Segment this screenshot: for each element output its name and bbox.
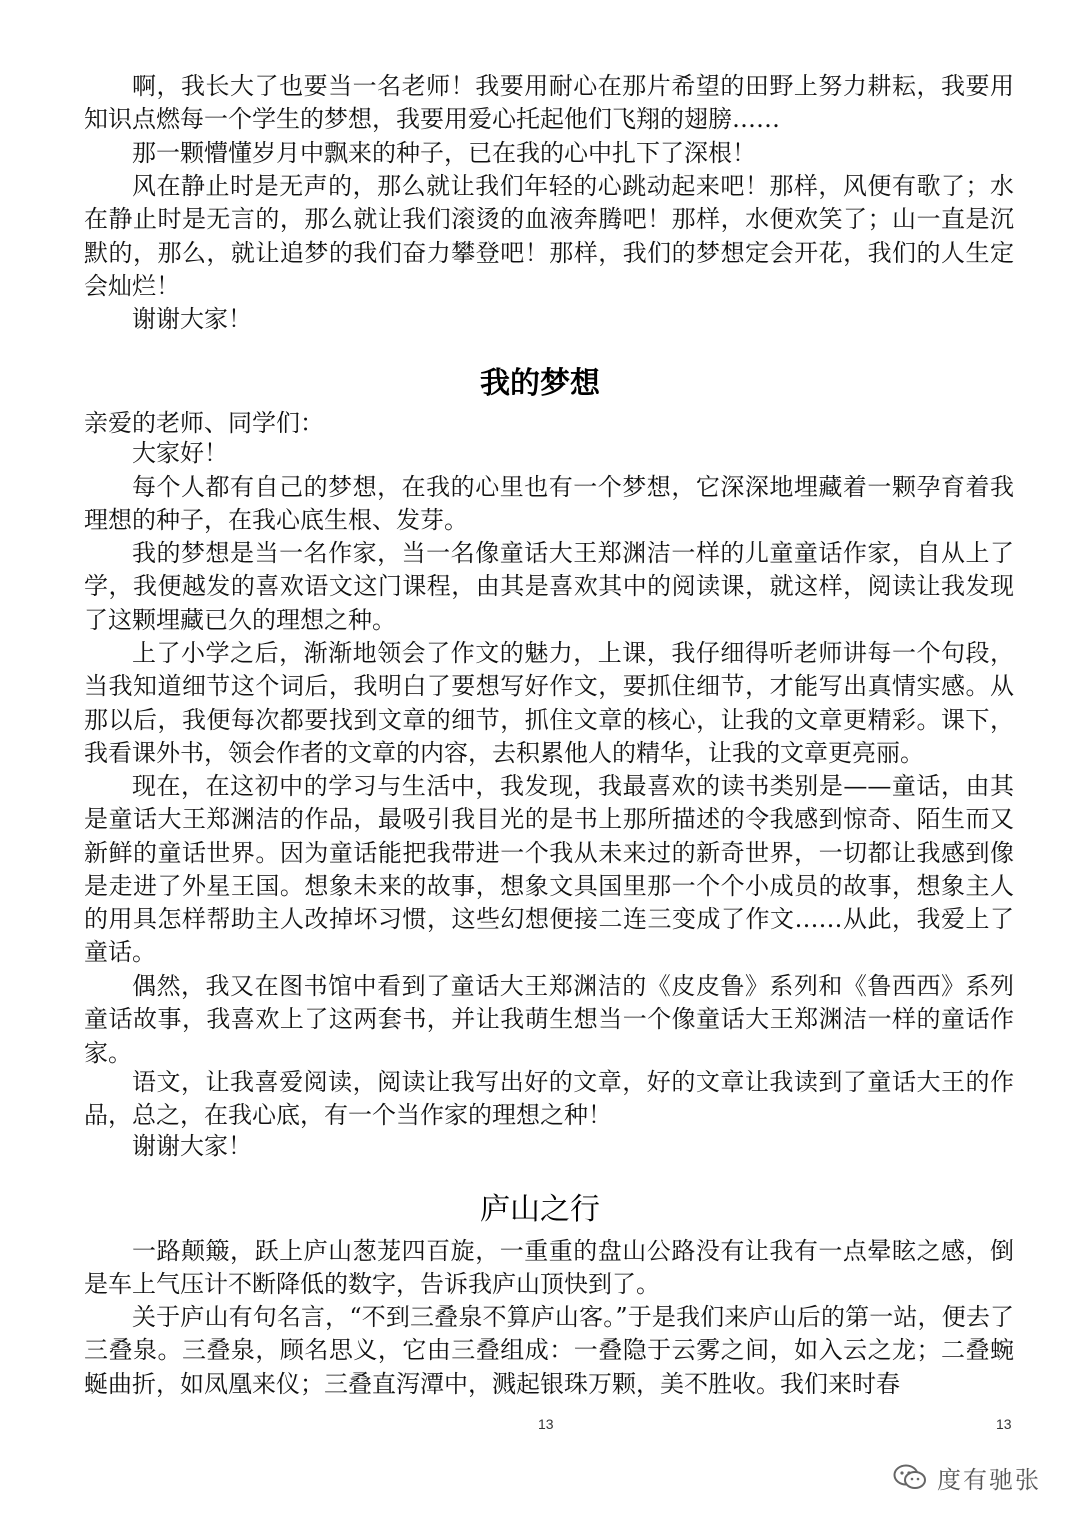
paragraph: 那一颗懵懂岁月中飘来的种子，已在我的心中扎下了深根！	[132, 139, 756, 167]
paragraph: 上了小学之后，渐渐地领会了作文的魅力，上课，我仔细得听老师讲每一个句段，当我知道细节这个词后，我明白了要想写好作文，要抓住细节，才能写出真情实感。从那以后，我便每次都要找到文章的细节，抓住文章的核心，让我的文章更精彩。课下，我看课外书，领会作者的文章的内容，去积累他人的精华，让我的文章更亮丽。	[84, 639, 1014, 767]
paragraph: 语文，让我喜爱阅读，阅读让我写出好的文章，好的文章让我读到了童话大王的作品，总之，在我心底，有一个当作家的理想之种！	[84, 1068, 1014, 1130]
section-title: 庐山之行	[480, 1192, 600, 1227]
paragraph: 关于庐山有句名言，“不到三叠泉不算庐山客。”于是我们来庐山后的第一站，便去了三叠泉。三叠泉，顾名思义，它由三叠组成：一叠隐于云雾之间，如入云之龙；二叠蜿蜒曲折，如凤凰来仪；三叠直泻潭中，溅起银珠万颗，美不胜收。我们来时春	[84, 1303, 1014, 1398]
page-number: 13	[996, 1416, 1012, 1432]
page-number: 13	[538, 1416, 554, 1432]
paragraph: 一路颠簸，跃上庐山葱茏四百旋，一重重的盘山公路没有让我有一点晕眩之感，倒是车上气压计不断降低的数字，告诉我庐山顶快到了。	[84, 1237, 1014, 1299]
section-title: 我的梦想	[480, 366, 600, 401]
greeting: 亲爱的老师、同学们：	[84, 409, 324, 437]
watermark	[893, 1457, 1041, 1497]
paragraph: 大家好！	[132, 439, 228, 467]
watermark-text: 度有驰张	[937, 1465, 1041, 1494]
paragraph: 现在，在这初中的学习与生活中，我发现，我最喜欢的读书类别是——童话，由其是童话大王郑渊洁的作品，最吸引我目光的是书上那所描述的令我感到惊奇、陌生而又新鲜的童话世界。因为童话能把我带进一个我从未来过的新奇世界，一切都让我感到像是走进了外星王国。想象未来的故事，想象文具国里那一个个小成员的故事，想象主人的用具怎样帮助主人改掉坏习惯，这些幻想便接二连三变成了作文……从此，我爱上了童话。	[84, 772, 1014, 967]
paragraph: 啊，我长大了也要当一名老师！我要用耐心在那片希望的田野上努力耕耘，我要用知识点燃每一个学生的梦想，我要用爱心托起他们飞翔的翅膀……	[84, 72, 1014, 134]
paragraph: 谢谢大家！	[132, 1132, 252, 1160]
paragraph: 每个人都有自己的梦想，在我的心里也有一个梦想，它深深地埋藏着一颗孕育着我理想的种子，在我心底生根、发芽。	[84, 473, 1014, 535]
paragraph: 谢谢大家！	[132, 305, 252, 333]
paragraph: 风在静止时是无声的，那么就让我们年轻的心跳动起来吧！那样，风便有歌了；水在静止时是无言的，那么就让我们滚烫的血液奔腾吧！那样，水便欢笑了；山一直是沉默的，那么，就让追梦的我们奋力攀登吧！那样，我们的梦想定会开花，我们的人生定会灿烂！	[84, 172, 1014, 300]
paragraph: 我的梦想是当一名作家，当一名像童话大王郑渊洁一样的儿童童话作家，自从上了学，我便越发的喜欢语文这门课程，由其是喜欢其中的阅读课，就这样，阅读让我发现了这颗埋藏已久的理想之种。	[84, 539, 1014, 634]
paragraph: 偶然，我又在图书馆中看到了童话大王郑渊洁的《皮皮鲁》系列和《鲁西西》系列童话故事，我喜欢上了这两套书，并让我萌生想当一个像童话大王郑渊洁一样的童话作家。	[84, 972, 1014, 1067]
wechat-icon	[893, 1463, 927, 1491]
